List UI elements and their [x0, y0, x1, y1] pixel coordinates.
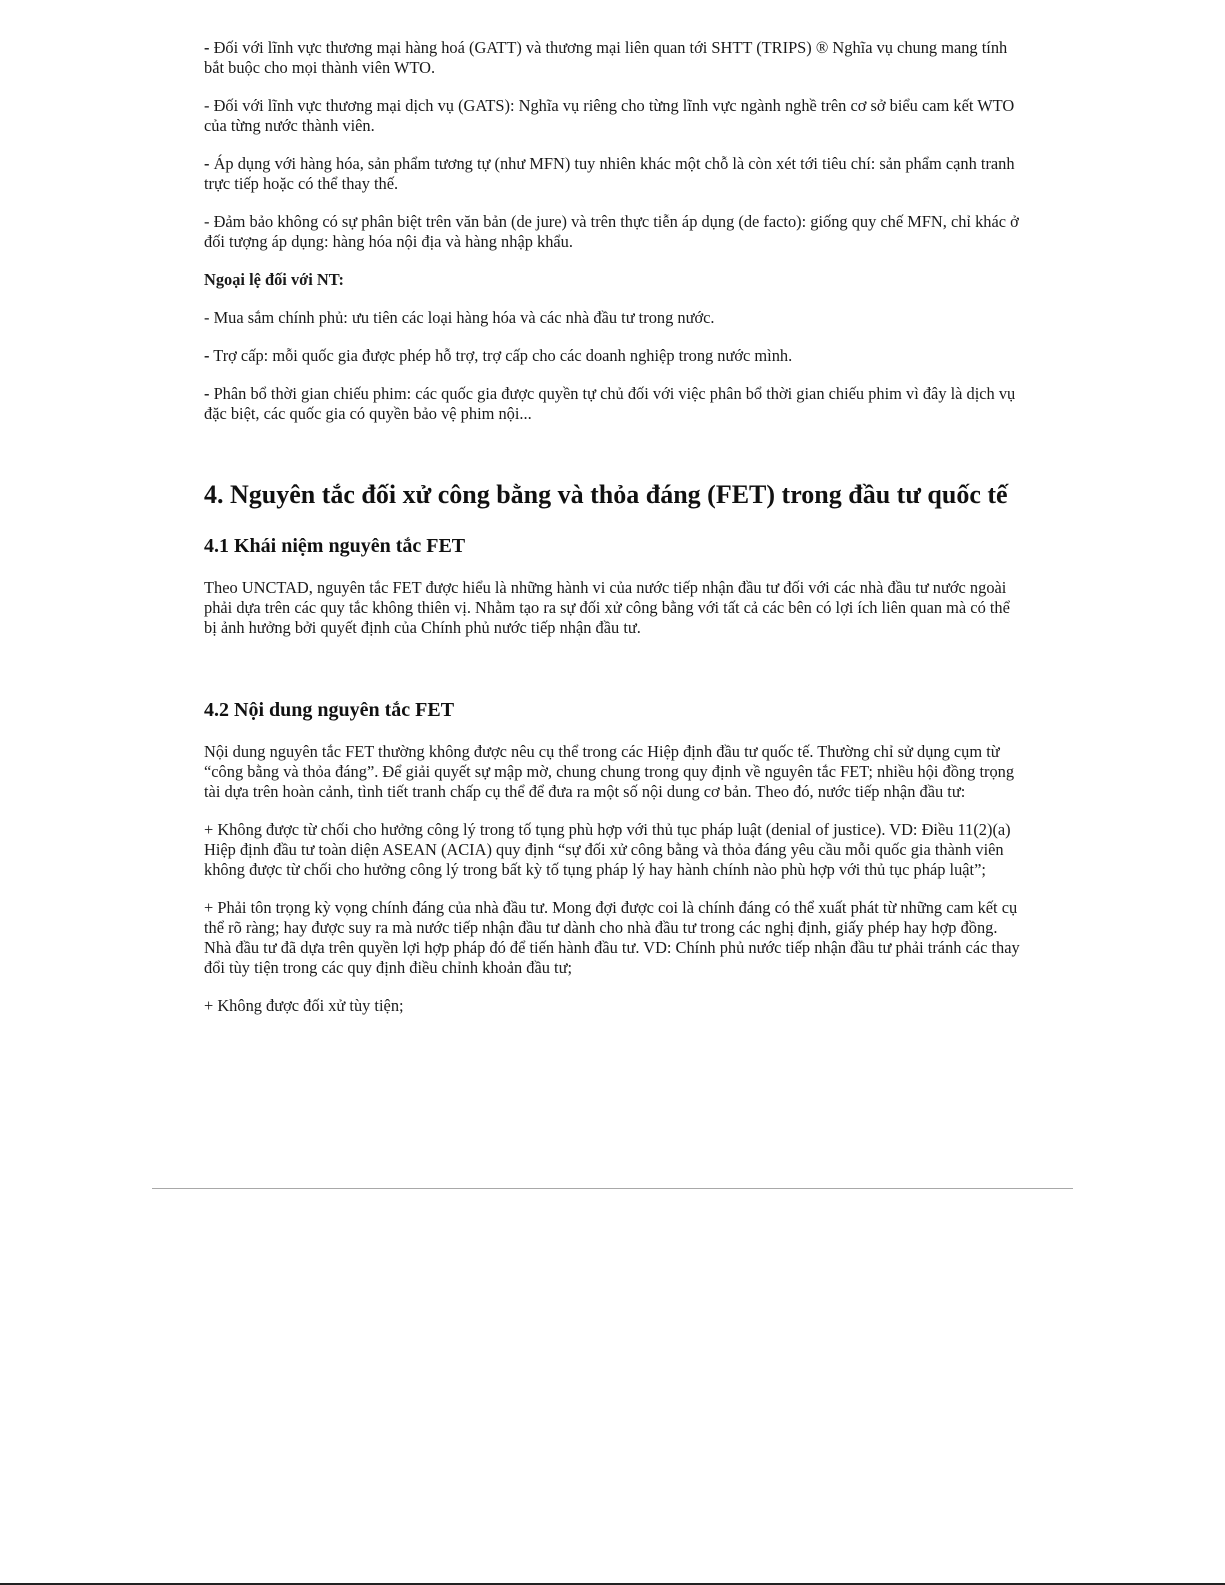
document-body — [204, 38, 1024, 1034]
paragraph-gats — [204, 96, 1024, 136]
paragraph-text: Áp dụng với hàng hóa, sản phẩm tương tự (như MFN) tuy nhiên khác một chỗ là còn xét tới tiêu chí: sản phẩm cạnh tranh trực tiếp hoặc có thể thay thế. — [204, 154, 1015, 193]
dash-marker: - — [204, 38, 210, 57]
paragraph-denial-of-justice: + Không được từ chối cho hưởng công lý trong tố tụng phù hợp với thủ tục pháp luật (denial of justice). VD: Điều 11(2)(a) Hiệp định đầu tư toàn diện ASEAN (ACIA) quy định “sự đối xử công bằng và thỏa đáng yêu cầu mỗi quốc gia thành viên không được từ chối cho hưởng công lý trong bất kỳ tố tụng pháp lý hay hành chính nào phù hợp với thủ tục pháp luật”; — [204, 820, 1011, 879]
subsection-title-content: 4.2 Nội dung nguyên tắc FET — [204, 699, 455, 721]
paragraph-fet-content-intro: Nội dung nguyên tắc FET thường không được nêu cụ thể trong các Hiệp định đầu tư quốc tế. Thường chỉ sử dụng cụm từ “công bằng và thỏa đáng”. Để giải quyết sự mập mờ, chung chung trong quy định về nguyên tắc FET; nhiều hội đồng trọng tài dựa trên hoàn cảnh, tình tiết tranh chấp cụ thể để đưa ra một số nội dung cơ bản. Theo đó, nước tiếp nhận đầu tư: — [204, 742, 1015, 801]
dash-marker: - — [204, 212, 210, 231]
page-divider — [152, 1188, 1073, 1189]
dash-marker: - — [204, 308, 210, 327]
dash-marker: - — [204, 346, 210, 365]
exception-film-screening — [204, 384, 1024, 424]
exceptions-label: Ngoại lệ đối với NT: — [204, 270, 344, 289]
paragraph-text: Đảm bảo không có sự phân biệt trên văn bản (de jure) và trên thực tiễn áp dụng (de facto): giống quy chế MFN, chỉ khác ở đối tượng áp dụng: hàng hóa nội địa và hàng nhập khẩu. — [204, 212, 1019, 251]
paragraph-legitimate-expectations: + Phải tôn trọng kỳ vọng chính đáng của nhà đầu tư. Mong đợi được coi là chính đáng có thể xuất phát từ những cam kết cụ thể rõ ràng; hay được suy ra mà nước tiếp nhận đầu tư dành cho nhà đầu tư trong các nghị định, giấy phép hay hợp đồng. Nhà đầu tư đã dựa trên quyền lợi hợp pháp đó để tiến hành đầu tư. VD: Chính phủ nước tiếp nhận đầu tư phải tránh các thay đổi tùy tiện trong các quy định điều chỉnh khoản đầu tư; — [204, 898, 1020, 977]
paragraph-text: Đối với lĩnh vực thương mại hàng hoá (GATT) và thương mại liên quan tới SHTT (TRIPS) ® Nghĩa vụ chung mang tính bắt buộc cho mọi thành viên WTO. — [204, 38, 1008, 77]
paragraph-de-jure-de-facto — [204, 212, 1024, 252]
dash-marker: - — [204, 154, 210, 173]
subsection-title-concept: 4.1 Khái niệm nguyên tắc FET — [204, 535, 466, 557]
exception-government-procurement — [204, 308, 1024, 328]
dash-marker: - — [204, 384, 210, 403]
paragraph-gatt-trips — [204, 38, 1024, 78]
paragraph-text: Đối với lĩnh vực thương mại dịch vụ (GATS): Nghĩa vụ riêng cho từng lĩnh vực ngành nghề trên cơ sở biểu cam kết WTO của từng nước thành viên. — [204, 96, 1015, 135]
paragraph-arbitrary-treatment: + Không được đối xử tùy tiện; — [204, 996, 404, 1015]
exception-subsidies — [204, 346, 1024, 366]
paragraph-similar-products — [204, 154, 1024, 194]
dash-marker: - — [204, 96, 210, 115]
paragraph-text: Mua sắm chính phủ: ưu tiên các loại hàng hóa và các nhà đầu tư trong nước. — [209, 308, 715, 327]
paragraph-text: Phân bổ thời gian chiếu phim: các quốc gia được quyền tự chủ đối với việc phân bổ thời gian chiếu phim vì đây là dịch vụ đặc biệt, các quốc gia có quyền bảo vệ phim nội... — [204, 384, 1016, 423]
section-title: 4. Nguyên tắc đối xử công bằng và thỏa đáng (FET) trong đầu tư quốc tế — [204, 480, 1008, 509]
paragraph-text: Trợ cấp: mỗi quốc gia được phép hỗ trợ, trợ cấp cho các doanh nghiệp trong nước mình. — [209, 346, 793, 365]
paragraph-fet-definition: Theo UNCTAD, nguyên tắc FET được hiểu là những hành vi của nước tiếp nhận đầu tư đối với các nhà đầu tư nước ngoài phải dựa trên các quy tắc không thiên vị. Nhằm tạo ra sự đối xử công bằng với tất cả các bên có lợi ích liên quan mà có thể bị ảnh hưởng bởi quyết định của Chính phủ nước tiếp nhận đầu tư. — [204, 578, 1010, 637]
